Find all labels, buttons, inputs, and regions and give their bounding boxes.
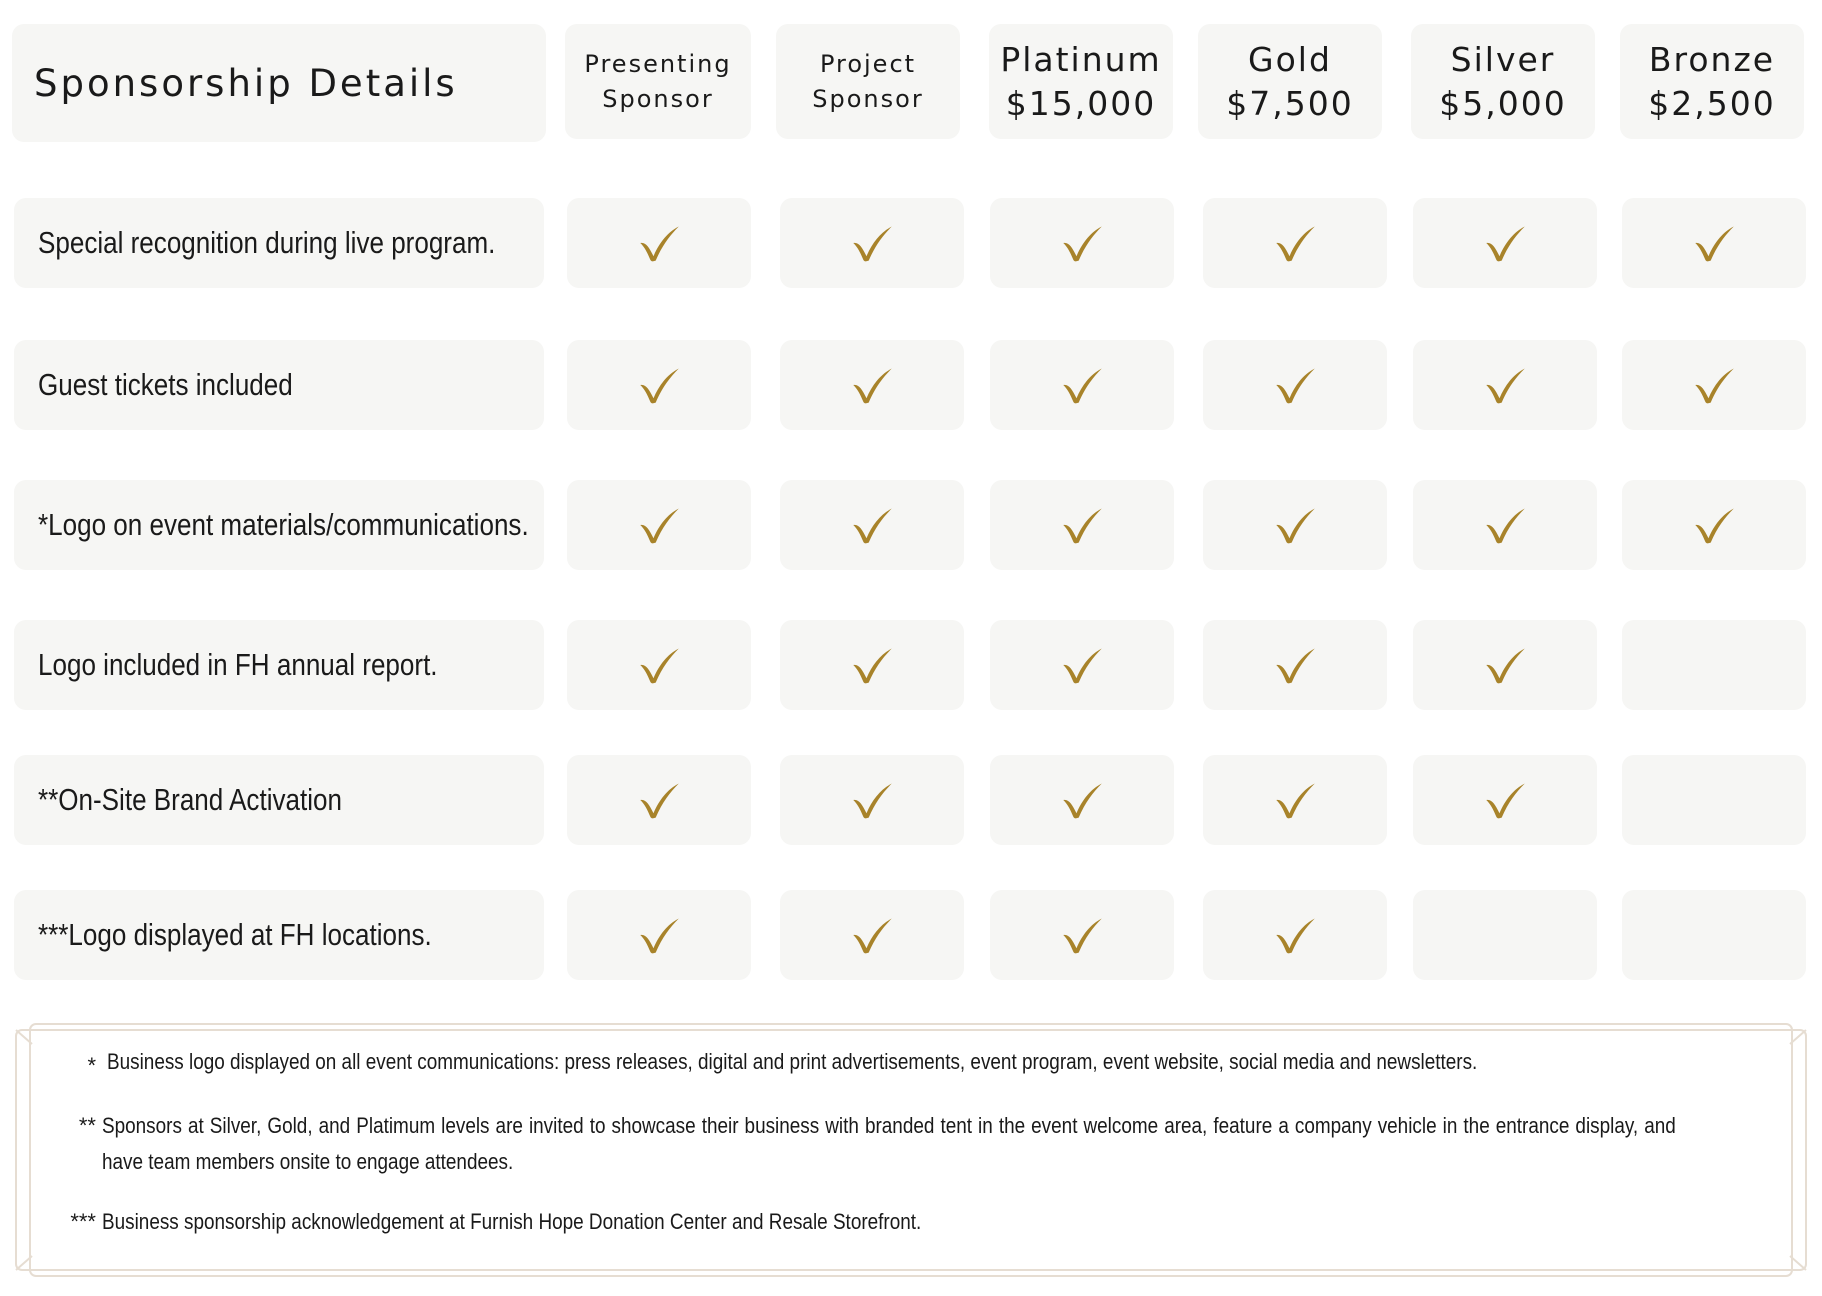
benefit-cell [780, 340, 964, 430]
benefit-cell [1622, 755, 1806, 845]
tier-header-silver: Silver $5,000 [1411, 24, 1595, 139]
benefit-cell [567, 755, 751, 845]
footnote-text: Business sponsorship acknowledgement at Furnish Hope Donation Center and Resale Storefront. [102, 1209, 922, 1234]
checkmark-icon [1483, 221, 1527, 265]
benefit-cell [1413, 340, 1597, 430]
checkmark-icon [1273, 778, 1317, 822]
row-label-text: *Logo on event materials/communications. [38, 507, 529, 542]
benefit-cell [1203, 340, 1387, 430]
checkmark-icon [1692, 221, 1736, 265]
benefit-cell [567, 890, 751, 980]
checkmark-icon [1273, 643, 1317, 687]
row-label [14, 480, 544, 570]
benefit-cell [1622, 198, 1806, 288]
benefit-cell [780, 198, 964, 288]
row-label-text: ***Logo displayed at FH locations. [38, 917, 432, 952]
checkmark-icon [637, 503, 681, 547]
checkmark-icon [1483, 778, 1527, 822]
benefit-cell [567, 198, 751, 288]
benefit-cell [780, 755, 964, 845]
benefit-cell [567, 480, 751, 570]
checkmark-icon [850, 778, 894, 822]
benefit-cell [990, 755, 1174, 845]
benefit-cell [1413, 755, 1597, 845]
checkmark-icon [1060, 778, 1104, 822]
checkmark-icon [1692, 363, 1736, 407]
checkmark-icon [637, 778, 681, 822]
benefit-cell [1203, 755, 1387, 845]
benefit-cell [1203, 480, 1387, 570]
row-label [14, 340, 544, 430]
footnote-marker: *** [70, 1209, 96, 1234]
benefit-cell [1203, 620, 1387, 710]
checkmark-icon [1273, 221, 1317, 265]
benefit-cell [780, 890, 964, 980]
row-label [14, 198, 544, 288]
checkmark-icon [1060, 363, 1104, 407]
checkmark-icon [1060, 503, 1104, 547]
row-label [14, 755, 544, 845]
benefit-cell [990, 198, 1174, 288]
checkmark-icon [1273, 503, 1317, 547]
benefit-cell [1413, 620, 1597, 710]
checkmark-icon [1483, 643, 1527, 687]
benefit-cell [567, 340, 751, 430]
benefit-cell [1413, 480, 1597, 570]
checkmark-icon [1060, 221, 1104, 265]
footnote-text: Sponsors at Silver, Gold, and Platimum levels are invited to showcase their business with branded tent in the event welcome area, feature a company vehicle in the entrance display, and have team members onsite to engage attendees. [102, 1113, 1676, 1174]
checkmark-icon [637, 913, 681, 957]
benefit-cell [1622, 480, 1806, 570]
row-label [14, 890, 544, 980]
row-label [14, 620, 544, 710]
tier-header-platinum: Platinum $15,000 [989, 24, 1173, 139]
checkmark-icon [1273, 363, 1317, 407]
checkmark-icon [1273, 913, 1317, 957]
benefit-cell [1413, 890, 1597, 980]
benefit-cell [567, 620, 751, 710]
footnote-marker: ** [78, 1113, 96, 1138]
benefit-cell [990, 480, 1174, 570]
checkmark-icon [850, 221, 894, 265]
benefit-cell [1203, 198, 1387, 288]
checkmark-icon [637, 363, 681, 407]
benefit-cell [780, 480, 964, 570]
row-label-text: Guest tickets included [38, 367, 293, 402]
benefit-cell [780, 620, 964, 710]
benefit-cell [1622, 340, 1806, 430]
checkmark-icon [637, 643, 681, 687]
tier-header-bronze: Bronze $2,500 [1620, 24, 1804, 139]
row-label-text: Logo included in FH annual report. [38, 647, 438, 682]
benefit-cell [1413, 198, 1597, 288]
benefit-cell [1622, 620, 1806, 710]
benefit-cell [990, 890, 1174, 980]
checkmark-icon [850, 643, 894, 687]
checkmark-icon [1692, 503, 1736, 547]
benefit-cell [1203, 890, 1387, 980]
checkmark-icon [850, 913, 894, 957]
benefit-cell [990, 620, 1174, 710]
tier-header-presenting: Presenting Sponsor [565, 24, 751, 139]
benefit-cell [990, 340, 1174, 430]
table-title: Sponsorship Details [12, 24, 546, 142]
checkmark-icon [850, 363, 894, 407]
footnote-marker: * [87, 1053, 96, 1078]
checkmark-icon [1060, 643, 1104, 687]
footnote-text: Business logo displayed on all event communications: press releases, digital and print advertisements, event program, event website, social media and newsletters. [107, 1049, 1478, 1074]
row-label-text: Special recognition during live program. [38, 225, 496, 260]
checkmark-icon [1483, 363, 1527, 407]
checkmark-icon [1483, 503, 1527, 547]
footnotes-box [14, 1022, 1808, 1278]
checkmark-icon [850, 503, 894, 547]
tier-header-project: Project Sponsor [776, 24, 960, 139]
checkmark-icon [637, 221, 681, 265]
tier-header-gold: Gold $7,500 [1198, 24, 1382, 139]
row-label-text: **On-Site Brand Activation [38, 782, 342, 817]
checkmark-icon [1060, 913, 1104, 957]
benefit-cell [1622, 890, 1806, 980]
